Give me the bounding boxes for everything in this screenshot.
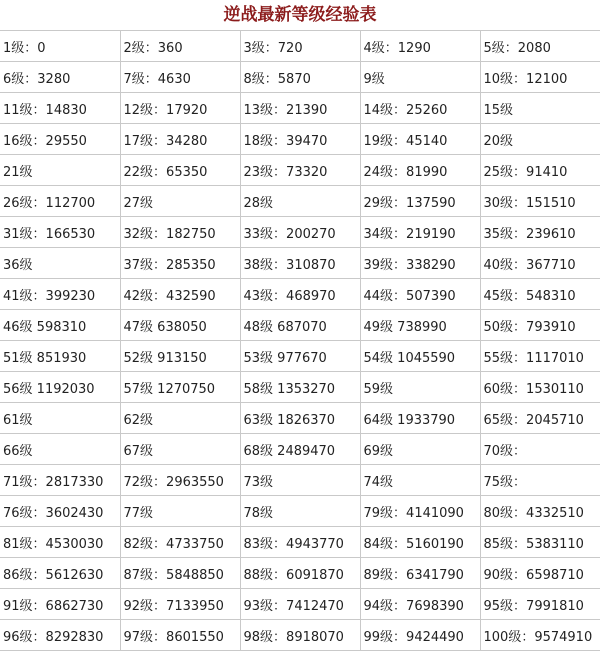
- level-cell: 90级：6598710: [480, 558, 600, 589]
- level-cell: 31级：166530: [0, 217, 120, 248]
- level-cell: 97级：8601550: [120, 620, 240, 651]
- table-row: [0, 496, 600, 527]
- level-cell: 60级：1530110: [480, 372, 600, 403]
- level-cell: 98级：8918070: [240, 620, 360, 651]
- level-cell: 65级：2045710: [480, 403, 600, 434]
- table-row: [0, 372, 600, 403]
- level-cell: 81级：4530030: [0, 527, 120, 558]
- level-cell: 24级：81990: [360, 155, 480, 186]
- level-cell: 79级：4141090: [360, 496, 480, 527]
- level-cell: 55级：1117010: [480, 341, 600, 372]
- level-cell: 72级：2963550: [120, 465, 240, 496]
- level-cell: 91级：6862730: [0, 589, 120, 620]
- level-cell: 61级: [0, 403, 120, 434]
- level-cell: 86级：5612630: [0, 558, 120, 589]
- level-exp-table: [0, 31, 600, 651]
- level-cell: 43级：468970: [240, 279, 360, 310]
- level-cell: 53级 977670: [240, 341, 360, 372]
- level-cell: 5级：2080: [480, 31, 600, 62]
- level-cell: 11级：14830: [0, 93, 120, 124]
- level-cell: 74级: [360, 465, 480, 496]
- level-cell: 47级 638050: [120, 310, 240, 341]
- level-cell: 25级：91410: [480, 155, 600, 186]
- level-cell: 64级 1933790: [360, 403, 480, 434]
- table-row: [0, 465, 600, 496]
- level-cell: 100级：9574910: [480, 620, 600, 651]
- table-row: [0, 620, 600, 651]
- level-cell: 20级: [480, 124, 600, 155]
- level-cell: 83级：4943770: [240, 527, 360, 558]
- level-cell: 70级：: [480, 434, 600, 465]
- level-cell: 51级 851930: [0, 341, 120, 372]
- level-cell: 95级：7991810: [480, 589, 600, 620]
- level-cell: 46级 598310: [0, 310, 120, 341]
- level-cell: 45级：548310: [480, 279, 600, 310]
- level-cell: 29级：137590: [360, 186, 480, 217]
- level-cell: 82级：4733750: [120, 527, 240, 558]
- level-cell: 71级：2817330: [0, 465, 120, 496]
- level-cell: 13级：21390: [240, 93, 360, 124]
- level-cell: 8级：5870: [240, 62, 360, 93]
- level-cell: 75级：: [480, 465, 600, 496]
- table-row: [0, 589, 600, 620]
- level-cell: 62级: [120, 403, 240, 434]
- level-cell: 42级：432590: [120, 279, 240, 310]
- level-cell: 38级：310870: [240, 248, 360, 279]
- level-cell: 99级：9424490: [360, 620, 480, 651]
- level-cell: 48级 687070: [240, 310, 360, 341]
- level-cell: 88级：6091870: [240, 558, 360, 589]
- level-cell: 78级: [240, 496, 360, 527]
- level-cell: 19级：45140: [360, 124, 480, 155]
- level-cell: 93级：7412470: [240, 589, 360, 620]
- table-row: [0, 310, 600, 341]
- level-cell: 2级：360: [120, 31, 240, 62]
- level-cell: 18级：39470: [240, 124, 360, 155]
- level-cell: 9级: [360, 62, 480, 93]
- table-title: 逆战最新等级经验表: [0, 0, 600, 31]
- table-row: [0, 93, 600, 124]
- level-cell: 17级：34280: [120, 124, 240, 155]
- level-cell: 85级：5383110: [480, 527, 600, 558]
- table-row: [0, 62, 600, 93]
- level-cell: 87级：5848850: [120, 558, 240, 589]
- level-cell: 12级：17920: [120, 93, 240, 124]
- level-cell: 26级：112700: [0, 186, 120, 217]
- level-cell: 23级：73320: [240, 155, 360, 186]
- level-exp-table-body: [0, 31, 600, 651]
- level-cell: 77级: [120, 496, 240, 527]
- level-cell: 15级: [480, 93, 600, 124]
- table-row: [0, 558, 600, 589]
- level-cell: 49级 738990: [360, 310, 480, 341]
- level-cell: 52级 913150: [120, 341, 240, 372]
- level-cell: 89级：6341790: [360, 558, 480, 589]
- level-cell: 58级 1353270: [240, 372, 360, 403]
- table-row: [0, 186, 600, 217]
- level-cell: 80级：4332510: [480, 496, 600, 527]
- level-cell: 7级：4630: [120, 62, 240, 93]
- table-row: [0, 217, 600, 248]
- level-cell: 16级：29550: [0, 124, 120, 155]
- level-cell: 67级: [120, 434, 240, 465]
- level-cell: 92级：7133950: [120, 589, 240, 620]
- level-cell: 66级: [0, 434, 120, 465]
- level-cell: 36级: [0, 248, 120, 279]
- level-cell: 4级：1290: [360, 31, 480, 62]
- table-row: [0, 124, 600, 155]
- level-cell: 21级: [0, 155, 120, 186]
- level-cell: 54级 1045590: [360, 341, 480, 372]
- level-cell: 96级：8292830: [0, 620, 120, 651]
- level-cell: 27级: [120, 186, 240, 217]
- level-cell: 59级: [360, 372, 480, 403]
- level-cell: 69级: [360, 434, 480, 465]
- level-cell: 94级：7698390: [360, 589, 480, 620]
- level-cell: 37级：285350: [120, 248, 240, 279]
- level-cell: 76级：3602430: [0, 496, 120, 527]
- level-cell: 6级：3280: [0, 62, 120, 93]
- table-row: [0, 341, 600, 372]
- table-row: [0, 31, 600, 62]
- level-cell: 57级 1270750: [120, 372, 240, 403]
- table-row: [0, 434, 600, 465]
- level-cell: 32级：182750: [120, 217, 240, 248]
- level-cell: 68级 2489470: [240, 434, 360, 465]
- table-row: [0, 403, 600, 434]
- level-cell: 84级：5160190: [360, 527, 480, 558]
- level-cell: 10级：12100: [480, 62, 600, 93]
- level-cell: 28级: [240, 186, 360, 217]
- level-cell: 73级: [240, 465, 360, 496]
- level-cell: 63级 1826370: [240, 403, 360, 434]
- level-cell: 22级：65350: [120, 155, 240, 186]
- table-row: [0, 155, 600, 186]
- table-row: [0, 527, 600, 558]
- level-cell: 41级：399230: [0, 279, 120, 310]
- table-row: [0, 279, 600, 310]
- level-cell: 14级：25260: [360, 93, 480, 124]
- level-cell: 35级：239610: [480, 217, 600, 248]
- level-cell: 1级：0: [0, 31, 120, 62]
- level-cell: 3级：720: [240, 31, 360, 62]
- level-cell: 44级：507390: [360, 279, 480, 310]
- level-cell: 30级：151510: [480, 186, 600, 217]
- level-cell: 34级：219190: [360, 217, 480, 248]
- level-cell: 56级 1192030: [0, 372, 120, 403]
- table-row: [0, 248, 600, 279]
- level-cell: 33级：200270: [240, 217, 360, 248]
- level-cell: 39级：338290: [360, 248, 480, 279]
- level-cell: 40级：367710: [480, 248, 600, 279]
- level-cell: 50级：793910: [480, 310, 600, 341]
